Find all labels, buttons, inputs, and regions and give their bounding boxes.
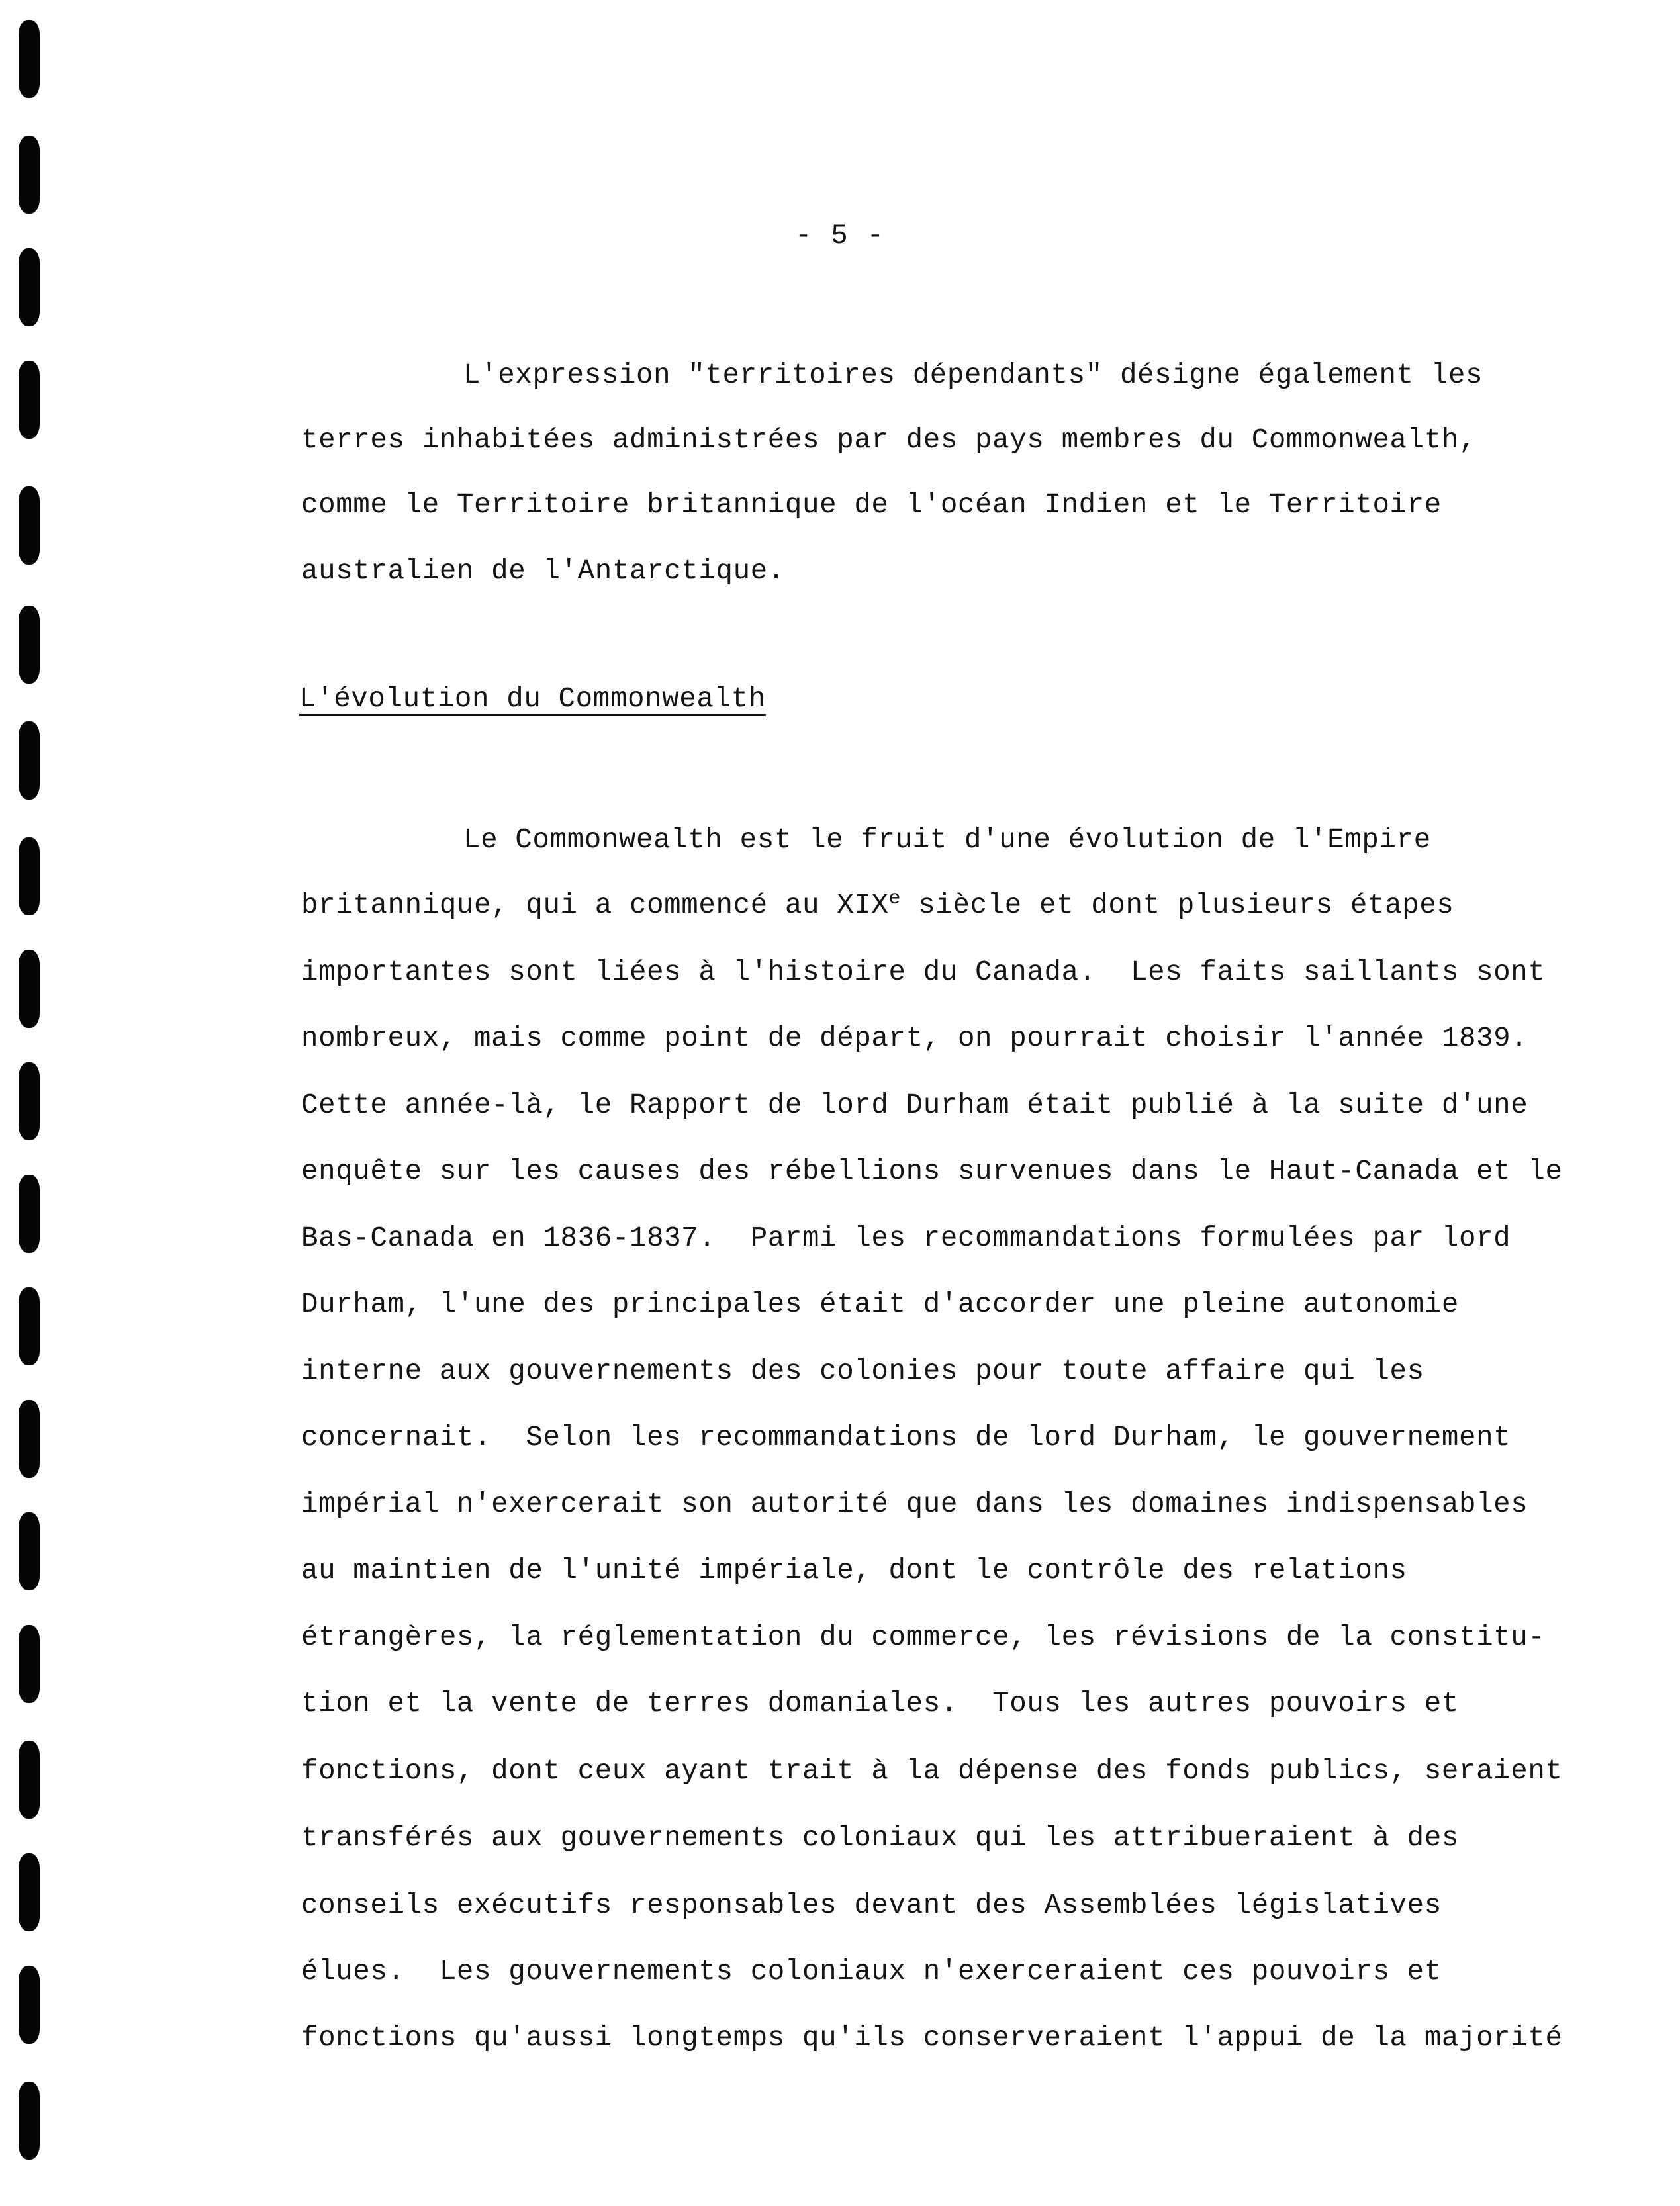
text-line: L'expression "territoires dépendants" désigne également les [463, 359, 1483, 391]
text-line: conseils exécutifs responsables devant des Assemblées législatives [301, 1890, 1442, 1921]
text-line: fonctions, dont ceux ayant trait à la dépense des fonds publics, seraient [301, 1755, 1563, 1787]
binding-holes [19, 0, 45, 2206]
text-line: élues. Les gouvernements coloniaux n'exerceraient ces pouvoirs et [301, 1956, 1442, 1988]
binding-hole [19, 361, 40, 439]
text-line: Cette année-là, le Rapport de lord Durham était publié à la suite d'une [301, 1089, 1528, 1121]
text-line [301, 888, 1454, 921]
binding-hole [19, 1287, 40, 1365]
binding-hole [19, 1175, 40, 1253]
text-line: étrangères, la réglementation du commerce, les révisions de la constitu- [301, 1622, 1546, 1653]
binding-hole [19, 486, 40, 565]
text-line: impérial n'exercerait son autorité que dans les domaines indispensables [301, 1489, 1528, 1520]
text-line: Durham, l'une des principales était d'accorder une pleine autonomie [301, 1289, 1459, 1320]
binding-hole [19, 2082, 40, 2160]
binding-hole [19, 1512, 40, 1590]
binding-hole [19, 1741, 40, 1819]
binding-hole [19, 1062, 40, 1140]
text-line: tion et la vente de terres domaniales. Tous les autres pouvoirs et [301, 1688, 1459, 1720]
binding-hole [19, 1625, 40, 1703]
text-line: Le Commonwealth est le fruit d'une évolution de l'Empire [463, 824, 1431, 856]
text-segment: siècle et dont plusieurs étapes [901, 890, 1454, 921]
text-line: transférés aux gouvernements coloniaux qui les attribueraient à des [301, 1822, 1459, 1854]
binding-hole [19, 721, 40, 800]
page-number: - 5 - [794, 220, 886, 252]
binding-hole [19, 1966, 40, 2044]
text-line: nombreux, mais comme point de départ, on pourrait choisir l'année 1839. [301, 1023, 1528, 1054]
binding-hole [19, 606, 40, 684]
text-line: australien de l'Antarctique. [301, 555, 785, 587]
text-line: interne aux gouvernements des colonies pour toute affaire qui les [301, 1356, 1424, 1387]
binding-hole [19, 1400, 40, 1478]
binding-hole [19, 20, 40, 98]
binding-hole [19, 248, 40, 326]
binding-hole [19, 1853, 40, 1931]
text-line: au maintien de l'unité impériale, dont le contrôle des relations [301, 1555, 1407, 1586]
text-segment: britannique, qui a commencé au XIX [301, 890, 889, 921]
binding-hole [19, 136, 40, 214]
text-line: comme le Territoire britannique de l'océan Indien et le Territoire [301, 489, 1442, 521]
superscript-e: e [888, 888, 902, 910]
text-line: fonctions qu'aussi longtemps qu'ils conserveraient l'appui de la majorité [301, 2022, 1563, 2054]
binding-hole [19, 837, 40, 915]
text-line: terres inhabitées administrées par des pays membres du Commonwealth, [301, 424, 1477, 456]
text-line: Bas-Canada en 1836-1837. Parmi les recommandations formulées par lord [301, 1222, 1511, 1254]
text-line: importantes sont liées à l'histoire du Canada. Les faits saillants sont [301, 956, 1546, 988]
text-line: concernait. Selon les recommandations de lord Durham, le gouvernement [301, 1422, 1511, 1453]
text-line: enquête sur les causes des rébellions survenues dans le Haut-Canada et le [301, 1156, 1563, 1187]
section-heading: L'évolution du Commonwealth [299, 683, 766, 715]
binding-hole [19, 950, 40, 1028]
